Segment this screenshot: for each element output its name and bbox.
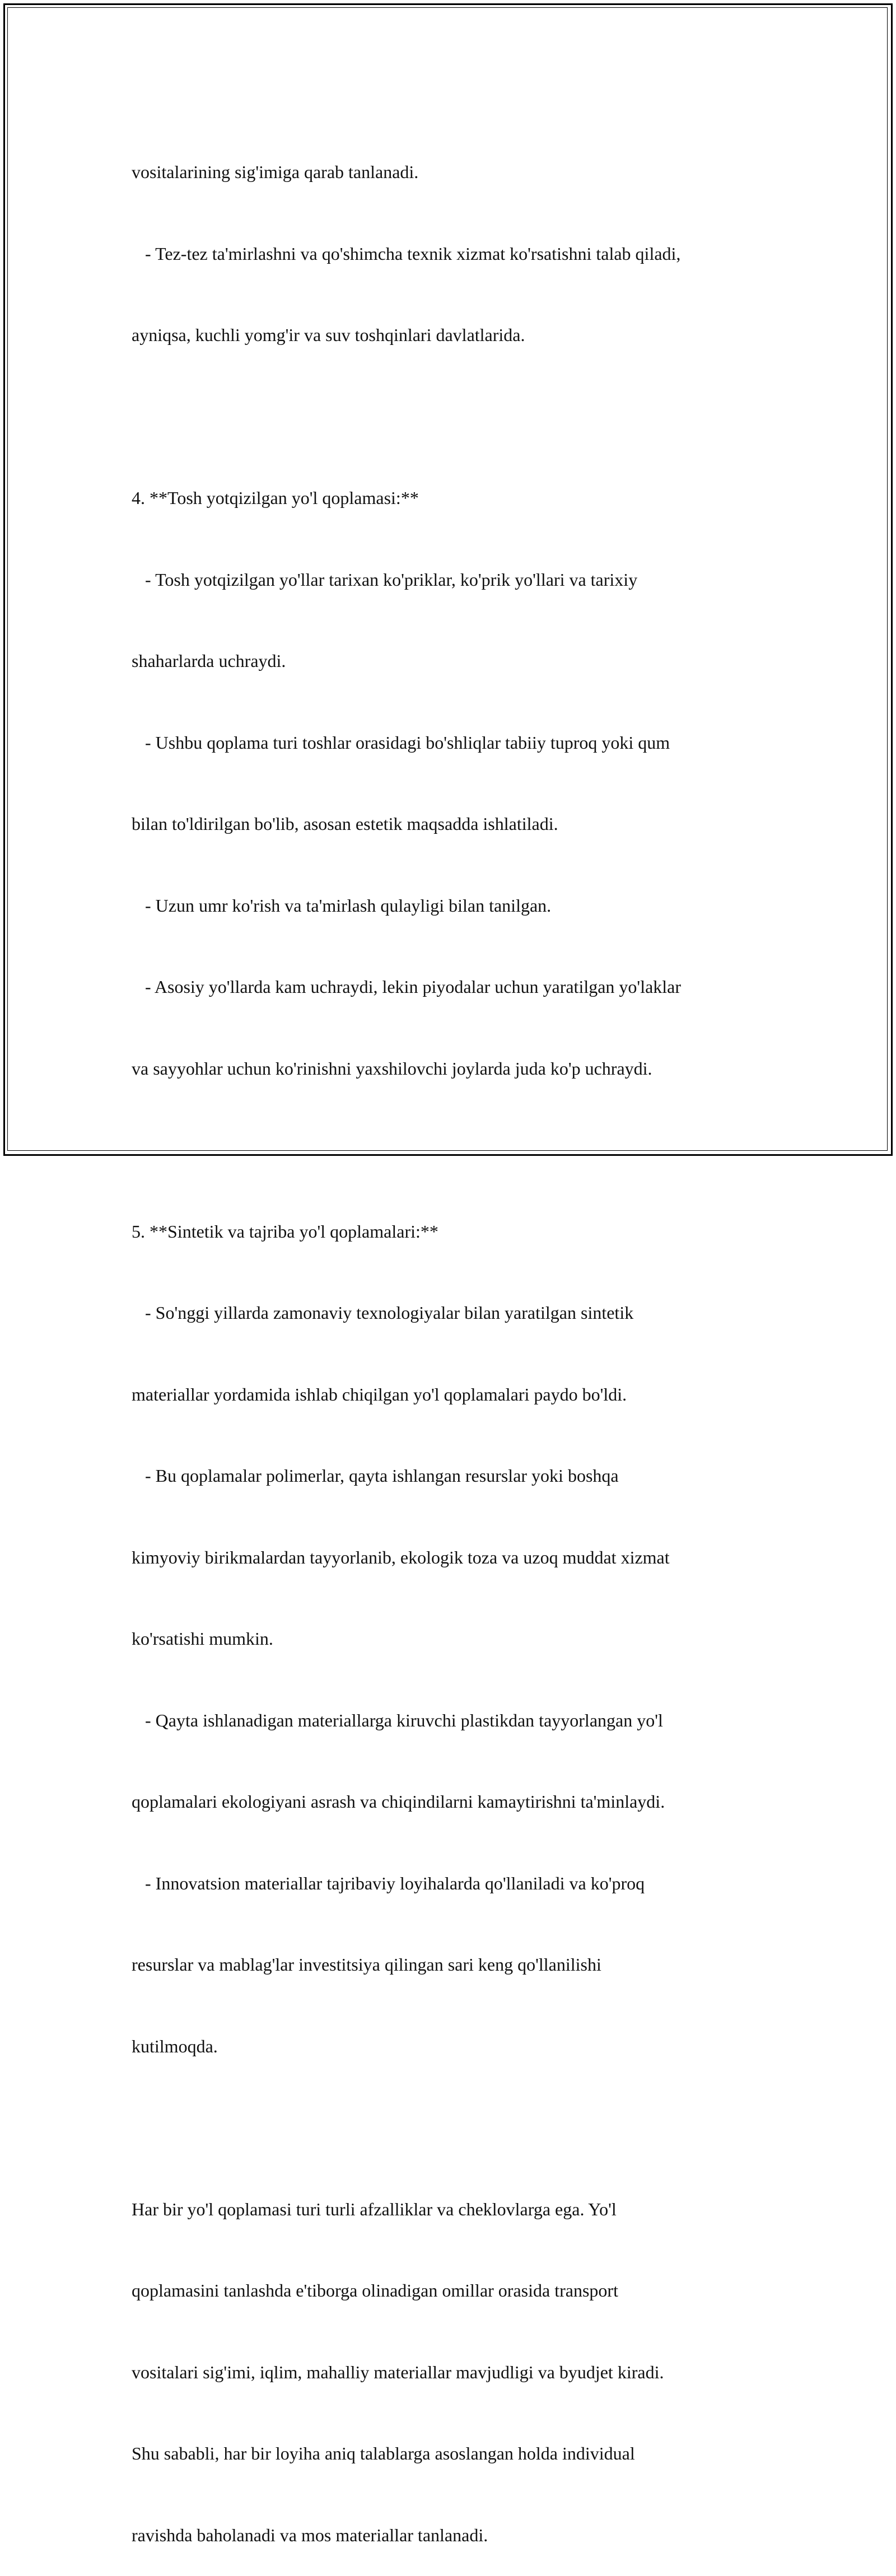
text-line: materiallar yordamida ishlab chiqilgan yo'l qoplamalari paydo bo'ldi. [132, 1384, 627, 1404]
conclusion-line: Har bir yo'l qoplamasi turi turli afzalliklar va cheklovlarga ega. Yo'l [132, 2199, 617, 2219]
blank-line [132, 2114, 776, 2141]
text-line: - Tez-tez ta'mirlashni va qo'shimcha texnik xizmat ko'rsatishni talab qiladi, [132, 243, 681, 264]
section-heading: 4. **Tosh yotqizilgan yo'l qoplamasi:** [132, 488, 419, 508]
conclusion-line: ravishda baholanadi va mos materiallar tanlanadi. [132, 2524, 488, 2545]
text-line: - Innovatsion materiallar tajribaviy loyihalarda qo'llaniladi va ko'proq [132, 1873, 645, 1893]
conclusion-line: vositalari sig'imi, iqlim, mahalliy materiallar mavjudligi va byudjet kiradi. [132, 2362, 664, 2382]
text-line: ko'rsatishi mumkin. [132, 1628, 273, 1649]
text-line: shaharlarda uchraydi. [132, 651, 286, 671]
conclusion-line: Shu sababli, har bir loyiha aniq talablarga asoslangan holda individual [132, 2443, 635, 2463]
text-line: ayniqsa, kuchli yomg'ir va suv toshqinlari davlatlarida. [132, 325, 525, 345]
text-line: resurslar va mablag'lar investitsiya qilingan sari keng qo'llanilishi [132, 1954, 601, 1975]
text-line: va sayyohlar uchun ko'rinishni yaxshilovchi joylarda juda ko'p uchraydi. [132, 1058, 652, 1079]
section-heading: 5. **Sintetik va tajriba yo'l qoplamalari:** [132, 1221, 438, 1242]
text-line: kutilmoqda. [132, 2036, 218, 2056]
text-line: vositalarining sig'imiga qarab tanlanadi. [132, 162, 419, 182]
text-line: - Bu qoplamalar polimerlar, qayta ishlangan resurslar yoki boshqa [132, 1466, 619, 1486]
blank-line [132, 1136, 776, 1164]
conclusion-line: qoplamasini tanlashda e'tiborga olinadigan omillar orasida transport [132, 2280, 618, 2300]
document-body [132, 104, 776, 2576]
text-line: - So'nggi yillarda zamonaviy texnologiyalar bilan yaratilgan sintetik [132, 1303, 634, 1323]
blank-line [132, 403, 776, 431]
text-line: qoplamalari ekologiyani asrash va chiqindilarni kamaytirishni ta'minlaydi. [132, 1791, 665, 1812]
text-line: - Tosh yotqizilgan yo'llar tarixan ko'priklar, ko'prik yo'llari va tarixiy [132, 569, 638, 590]
text-line: - Ushbu qoplama turi toshlar orasidagi bo'shliqlar tabiiy tuproq yoki qum [132, 732, 670, 753]
text-line: kimyoviy birikmalardan tayyorlanib, ekologik toza va uzoq muddat xizmat [132, 1547, 670, 1567]
text-line: - Asosiy yo'llarda kam uchraydi, lekin piyodalar uchun yaratilgan yo'laklar [132, 977, 682, 997]
text-line: bilan to'ldirilgan bo'lib, asosan estetik maqsadda ishlatiladi. [132, 814, 558, 834]
text-line: - Qayta ishlanadigan materiallarga kiruvchi plastikdan tayyorlangan yo'l [132, 1710, 663, 1730]
text-line: - Uzun umr ko'rish va ta'mirlash qulayligi bilan tanilgan. [132, 895, 552, 916]
